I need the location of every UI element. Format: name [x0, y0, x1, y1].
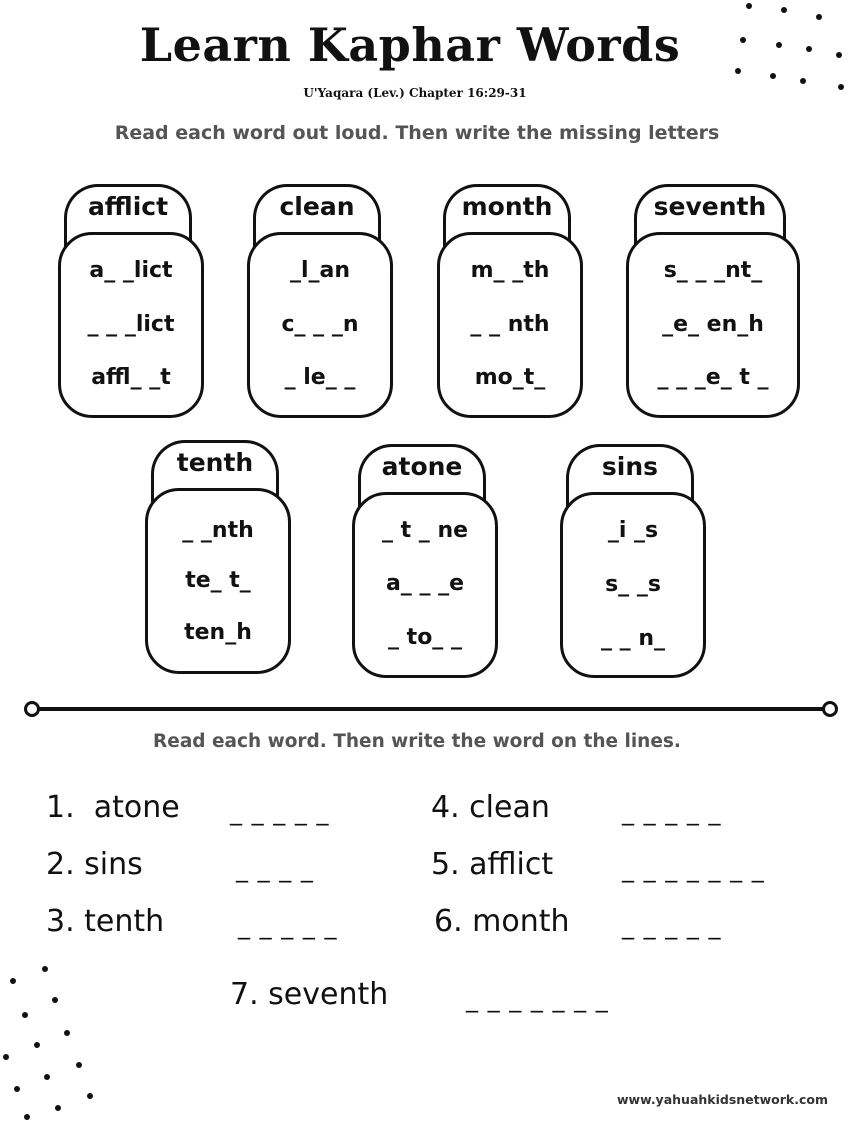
practice-word-label: 6. month — [434, 904, 570, 939]
fill-letters-instruction: Read each word out loud. Then write the missing letters — [114, 122, 720, 144]
word-card-title: afflict — [87, 192, 169, 221]
missing-letters-line[interactable]: s_ _s — [605, 572, 661, 597]
missing-letters-line[interactable]: _i _s — [607, 518, 659, 543]
writing-blank-lines[interactable]: _ _ _ _ _ — [230, 798, 330, 826]
missing-letters-line[interactable]: affl_ _t — [91, 365, 171, 390]
write-word-instruction: Read each word. Then write the word on the lines. — [153, 731, 681, 752]
page-title: Learn Kaphar Words — [139, 18, 681, 72]
divider-line — [32, 707, 830, 711]
word-card-title: atone — [381, 452, 463, 481]
missing-letters-line[interactable]: _ le_ _ — [284, 365, 356, 390]
writing-blank-lines[interactable]: _ _ _ _ _ — [238, 912, 338, 940]
missing-letters-line[interactable]: _l_an — [289, 258, 351, 283]
writing-blank-lines[interactable]: _ _ _ _ — [236, 855, 314, 883]
word-card-title: sins — [601, 452, 659, 481]
word-card-title: month — [461, 192, 553, 221]
missing-letters-line[interactable]: _ _nth — [182, 518, 254, 543]
practice-word-label: 2. sins — [46, 847, 143, 882]
practice-word-label: 3. tenth — [46, 904, 165, 939]
practice-word-label: 4. clean — [431, 790, 550, 825]
missing-letters-line[interactable]: _e_ en_h — [662, 312, 764, 337]
missing-letters-line[interactable]: _ _ _lict — [87, 312, 175, 337]
missing-letters-line[interactable]: te_ t_ — [185, 568, 251, 593]
missing-letters-line[interactable]: a_ _lict — [89, 258, 173, 283]
missing-letters-line[interactable]: _ _ nth — [470, 312, 550, 337]
missing-letters-line[interactable]: _ _ _e_ t _ — [657, 365, 769, 390]
practice-word-label: 7. seventh — [230, 977, 389, 1012]
missing-letters-line[interactable]: ten_h — [184, 620, 252, 645]
word-card-title: tenth — [176, 448, 254, 477]
practice-word-label: 5. afflict — [431, 847, 554, 882]
website-footer: www.yahuahkidsnetwork.com — [616, 1092, 828, 1107]
divider-endpoint-right — [822, 701, 838, 717]
divider-endpoint-left — [24, 701, 40, 717]
missing-letters-line[interactable]: _ _ n_ — [601, 626, 665, 651]
missing-letters-line[interactable]: mo_t_ — [474, 365, 546, 390]
word-card-title: seventh — [653, 192, 767, 221]
writing-blank-lines[interactable]: _ _ _ _ _ _ _ — [466, 985, 609, 1013]
scripture-reference: U'Yaqara (Lev.) Chapter 16:29-31 — [303, 86, 527, 100]
missing-letters-line[interactable]: a_ _ _e — [385, 571, 465, 596]
missing-letters-line[interactable]: c_ _ _n — [281, 312, 359, 337]
missing-letters-line[interactable]: _ t _ ne — [381, 518, 469, 543]
writing-blank-lines[interactable]: _ _ _ _ _ — [622, 912, 722, 940]
missing-letters-line[interactable]: _ to_ _ — [388, 625, 462, 650]
writing-blank-lines[interactable]: _ _ _ _ _ — [622, 798, 722, 826]
writing-blank-lines[interactable]: _ _ _ _ _ _ _ — [622, 855, 765, 883]
missing-letters-line[interactable]: s_ _ _nt_ — [663, 258, 763, 283]
word-card-title: clean — [279, 192, 355, 221]
practice-word-label: 1. atone — [46, 790, 180, 825]
missing-letters-line[interactable]: m_ _th — [470, 258, 550, 283]
